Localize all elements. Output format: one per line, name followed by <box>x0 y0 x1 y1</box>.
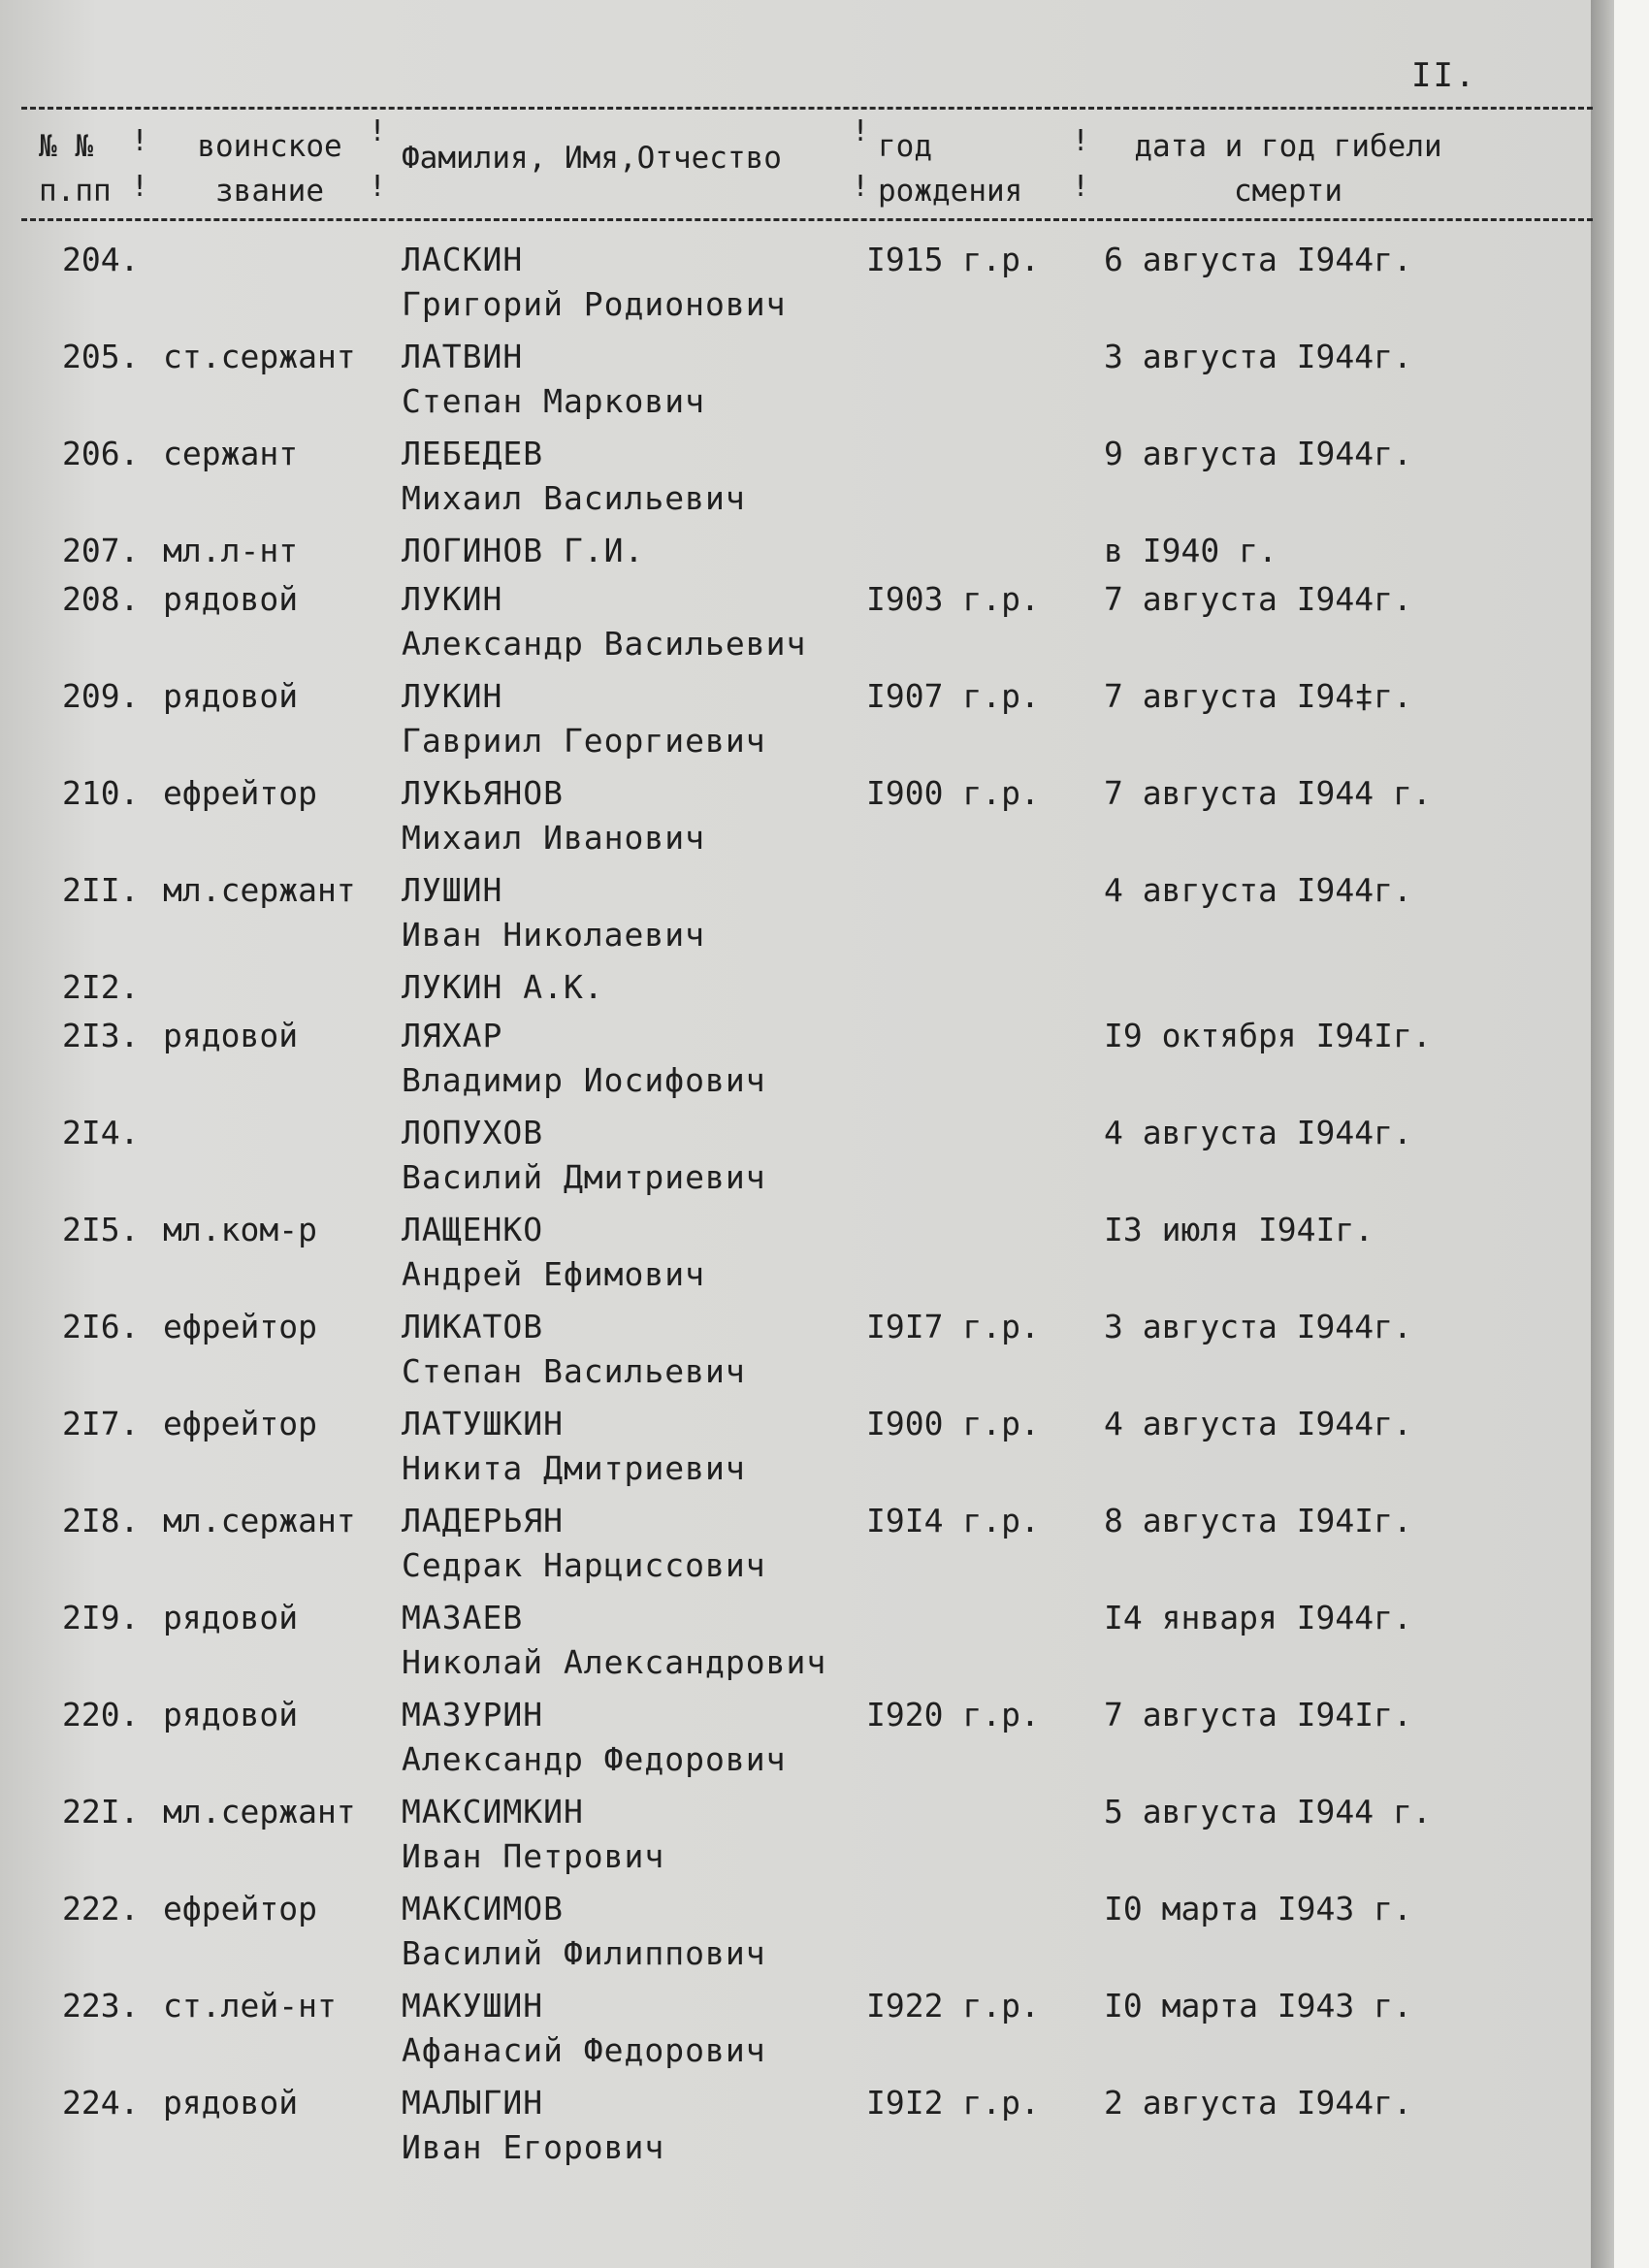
row-given-names: Степан Маркович <box>402 382 706 420</box>
row-death-date: 6 августа I944г. <box>1104 241 1412 278</box>
row-birth-year: I903 г.р. <box>866 580 1040 618</box>
row-death-date: 7 августа I944 г. <box>1104 774 1432 812</box>
row-rank: мл.сержант <box>163 1793 356 1831</box>
row-surname: ЛАСКИН <box>402 241 524 278</box>
row-given-names: Василий Дмитриевич <box>402 1158 766 1196</box>
row-rank: рядовой <box>163 580 299 618</box>
row-birth-year: I900 г.р. <box>866 1405 1040 1442</box>
row-number: 22I. <box>62 1793 140 1831</box>
row-birth-year: I915 г.р. <box>866 241 1040 278</box>
row-death-date: I9 октября I94Iг. <box>1104 1017 1432 1054</box>
row-death-date: 7 августа I94Iг. <box>1104 1696 1412 1733</box>
table-row <box>0 1111 1614 1198</box>
row-surname: ЛУКЬЯНОВ <box>402 774 564 812</box>
header-born: год рождения <box>878 129 1023 209</box>
table-row <box>0 1402 1614 1489</box>
row-surname: ЛЯХАР <box>402 1017 503 1054</box>
row-rank: рядовой <box>163 2084 299 2122</box>
row-death-date: 8 августа I94Iг. <box>1104 1502 1412 1539</box>
row-surname: ЛУКИН <box>402 677 503 715</box>
row-death-date: I4 января I944г. <box>1104 1599 1412 1636</box>
row-surname: МАКСИМКИН <box>402 1793 584 1831</box>
row-given-names: Михаил Васильевич <box>402 479 746 517</box>
row-death-date: 3 августа I944г. <box>1104 1308 1412 1345</box>
row-number: 224. <box>62 2084 140 2122</box>
row-death-date: 7 августа I94‡г. <box>1104 677 1412 715</box>
row-number: 2I2. <box>62 968 140 1006</box>
row-birth-year: I9I2 г.р. <box>866 2084 1040 2122</box>
table-row <box>0 432 1614 519</box>
row-surname: ЛУКИН <box>402 580 503 618</box>
row-rank: ефрейтор <box>163 1308 317 1345</box>
row-number: 2I7. <box>62 1405 140 1442</box>
row-death-date: 5 августа I944 г. <box>1104 1793 1432 1831</box>
row-given-names: Иван Николаевич <box>402 916 706 954</box>
row-rank: мл.сержант <box>163 1502 356 1539</box>
row-given-names: Василий Филиппович <box>402 1934 766 1972</box>
row-given-names: Иван Петрович <box>402 1837 665 1875</box>
row-given-names: Степан Васильевич <box>402 1352 746 1390</box>
column-divider: ! <box>369 170 387 204</box>
table-row <box>0 2081 1614 2168</box>
table-row <box>0 1984 1614 2071</box>
row-rank: ст.лей-нт <box>163 1987 337 2025</box>
row-death-date: 3 августа I944г. <box>1104 338 1412 375</box>
row-rank: ефрейтор <box>163 1890 317 1928</box>
row-death-date: I0 марта I943 г. <box>1104 1987 1412 2025</box>
row-number: 204. <box>62 241 140 278</box>
row-number: 2I6. <box>62 1308 140 1345</box>
row-rank: сержант <box>163 435 299 472</box>
row-death-date: I0 марта I943 г. <box>1104 1890 1412 1928</box>
row-rank: мл.ком-р <box>163 1211 317 1248</box>
row-surname: ЛАТУШКИН <box>402 1405 564 1442</box>
column-divider: ! <box>369 114 387 148</box>
row-given-names: Гавриил Георгиевич <box>402 722 766 760</box>
row-death-date: 7 августа I944г. <box>1104 580 1412 618</box>
row-number: 210. <box>62 774 140 812</box>
row-rank: ефрейтор <box>163 1405 317 1442</box>
row-number: 209. <box>62 677 140 715</box>
row-rank: рядовой <box>163 1599 299 1636</box>
row-surname: МАЛЫГИН <box>402 2084 544 2122</box>
row-given-names: Николай Александрович <box>402 1643 827 1681</box>
row-death-date: в I940 г. <box>1104 532 1277 569</box>
table-row <box>0 868 1614 956</box>
row-surname: ЛИКАТОВ <box>402 1308 544 1345</box>
column-divider: ! <box>852 114 870 148</box>
row-number: 207. <box>62 532 140 569</box>
row-given-names: Иван Егорович <box>402 2128 665 2166</box>
row-death-date: 4 августа I944г. <box>1104 1114 1412 1151</box>
table-row <box>0 238 1614 325</box>
row-surname: ЛОПУХОВ <box>402 1114 544 1151</box>
page-number: II. <box>1411 56 1477 95</box>
row-given-names: Михаил Иванович <box>402 819 706 857</box>
row-surname: МАКУШИН <box>402 1987 544 2025</box>
header-name: Фамилия, Имя,Отчество <box>402 141 782 176</box>
row-rank: рядовой <box>163 677 299 715</box>
row-given-names: Седрак Нарциссович <box>402 1546 766 1584</box>
row-given-names: Григорий Родионович <box>402 285 787 323</box>
row-surname: ЛУШИН <box>402 871 503 909</box>
row-death-date: I3 июля I94Iг. <box>1104 1211 1374 1248</box>
row-rank: мл.л-нт <box>163 532 299 569</box>
row-rank: мл.сержант <box>163 871 356 909</box>
table-row <box>0 1790 1614 1877</box>
row-rank: рядовой <box>163 1017 299 1054</box>
header-death: дата и год гибели смерти <box>1134 129 1442 209</box>
header-num: № № п.пп <box>39 129 112 209</box>
row-number: 2I4. <box>62 1114 140 1151</box>
row-surname: ЛЕБЕДЕВ <box>402 435 544 472</box>
row-given-names: Владимир Иосифович <box>402 1061 766 1099</box>
table-row <box>0 1596 1614 1683</box>
column-divider: ! <box>1072 124 1090 158</box>
row-birth-year: I900 г.р. <box>866 774 1040 812</box>
row-surname: ЛАЩЕНКО <box>402 1211 544 1248</box>
table-row <box>0 1499 1614 1586</box>
row-rank: ст.сержант <box>163 338 356 375</box>
row-given-names: Андрей Ефимович <box>402 1255 706 1293</box>
row-surname: ЛАДЕРЬЯН <box>402 1502 564 1539</box>
row-given-names: Афанасий Федорович <box>402 2031 766 2069</box>
row-surname: МАЗАЕВ <box>402 1599 524 1636</box>
row-number: 2I9. <box>62 1599 140 1636</box>
column-divider: ! <box>131 124 149 158</box>
table-row <box>0 1014 1614 1101</box>
row-surname: МАЗУРИН <box>402 1696 544 1733</box>
column-divider: ! <box>852 170 870 204</box>
row-death-date: 4 августа I944г. <box>1104 1405 1412 1442</box>
row-number: 2I8. <box>62 1502 140 1539</box>
column-divider: ! <box>1072 170 1090 204</box>
row-number: 2I5. <box>62 1211 140 1248</box>
row-rank: рядовой <box>163 1696 299 1733</box>
row-death-date: 4 августа I944г. <box>1104 871 1412 909</box>
table-row <box>0 577 1614 664</box>
row-number: 205. <box>62 338 140 375</box>
row-birth-year: I907 г.р. <box>866 677 1040 715</box>
row-number: 206. <box>62 435 140 472</box>
row-surname: ЛОГИНОВ Г.И. <box>402 532 645 569</box>
row-given-names: Александр Васильевич <box>402 625 807 663</box>
table-row <box>0 674 1614 761</box>
row-birth-year: I9I7 г.р. <box>866 1308 1040 1345</box>
row-rank: ефрейтор <box>163 774 317 812</box>
table-row <box>0 1887 1614 1974</box>
row-number: 2I3. <box>62 1017 140 1054</box>
row-given-names: Александр Федорович <box>402 1740 787 1778</box>
row-surname: МАКСИМОВ <box>402 1890 564 1928</box>
table-row <box>0 1693 1614 1780</box>
row-birth-year: I9I4 г.р. <box>866 1502 1040 1539</box>
table-row <box>0 1305 1614 1392</box>
header-rank: воинское звание <box>197 129 342 209</box>
row-surname: ЛАТВИН <box>402 338 524 375</box>
row-death-date: 9 августа I944г. <box>1104 435 1412 472</box>
row-death-date: 2 августа I944г. <box>1104 2084 1412 2122</box>
row-number: 2II. <box>62 871 140 909</box>
row-given-names: Никита Дмитриевич <box>402 1449 746 1487</box>
row-birth-year: I922 г.р. <box>866 1987 1040 2025</box>
row-surname: ЛУКИН А.К. <box>402 968 604 1006</box>
column-divider: ! <box>131 170 149 204</box>
row-birth-year: I920 г.р. <box>866 1696 1040 1733</box>
table-row <box>0 1208 1614 1295</box>
row-number: 220. <box>62 1696 140 1733</box>
row-number: 208. <box>62 580 140 618</box>
row-number: 222. <box>62 1890 140 1928</box>
table-row <box>0 771 1614 859</box>
table-row <box>0 335 1614 422</box>
row-number: 223. <box>62 1987 140 2025</box>
